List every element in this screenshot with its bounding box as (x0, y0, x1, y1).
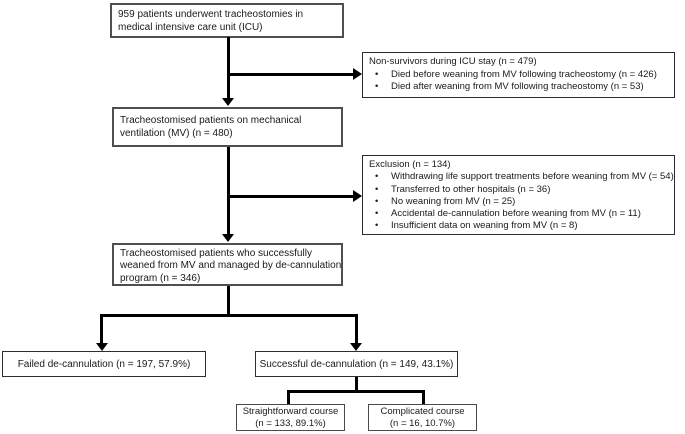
bullet-icon: • (375, 68, 379, 80)
arrowhead-down-icon (222, 98, 234, 106)
connector-to-successful (355, 314, 358, 344)
bullet-icon: • (375, 195, 379, 207)
arrowhead-down-icon (222, 234, 234, 242)
box-complicated-course (368, 404, 477, 431)
bullet-text: Withdrawing life support treatments before weaning from MV (= 54) (391, 171, 674, 183)
box-text-line: medical intensive care unit (ICU) (118, 21, 263, 33)
box-straightforward-course (236, 404, 345, 431)
box-text-line: ventilation (MV) (n = 480) (120, 127, 233, 139)
box-text-line: Complicated course (380, 406, 465, 417)
bullet-text: No weaning from MV (n = 25) (391, 195, 516, 207)
box-text-line: Tracheostomised patients who successfully (120, 248, 312, 259)
connector-top-to-mv (227, 37, 230, 98)
box-weaned-decannulation-program (112, 243, 343, 286)
arrowhead-down-icon (96, 343, 108, 351)
arrowhead-right-icon (353, 68, 362, 80)
connector-split-bar (100, 314, 358, 317)
connector-to-complicated (422, 390, 425, 404)
connector-to-failed (100, 314, 103, 344)
bullet-icon: • (375, 81, 379, 93)
bullet-icon: • (375, 220, 379, 232)
connector-to-non-survivors (227, 73, 353, 76)
box-non-survivors (362, 52, 675, 98)
box-text-line: Straightforward course (242, 406, 339, 417)
box-title: Exclusion (n = 134) (369, 159, 451, 170)
bullet-row (363, 196, 670, 208)
arrowhead-right-icon (353, 190, 362, 202)
box-tracheostomy-patients (110, 3, 344, 38)
connector-to-exclusion (227, 195, 353, 198)
bullet-row (363, 220, 670, 232)
bullet-row (363, 184, 670, 196)
box-text-line: Successful de-cannulation (n = 149, 43.1%) (259, 358, 454, 370)
box-text-line: 959 patients underwent tracheostomies in (118, 9, 304, 20)
box-text-line: Tracheostomised patients on mechanical (120, 115, 302, 126)
connector-course-split-bar (287, 390, 425, 393)
connector-weaned-stem (227, 286, 230, 317)
box-text-line: (n = 133, 89.1%) (255, 417, 326, 429)
bullet-row (363, 171, 674, 183)
bullet-text: Accidental de-cannulation before weaning from MV (n = 11) (391, 208, 641, 220)
box-failed-decannulation (2, 351, 206, 377)
box-title: Non-survivors during ICU stay (n = 479) (369, 56, 537, 67)
bullet-text: Transferred to other hospitals (n = 36) (391, 183, 551, 195)
bullet-icon: • (375, 171, 379, 183)
bullet-text: Insufficient data on weaning from MV (n = 8) (391, 220, 578, 232)
bullet-icon: • (375, 183, 379, 195)
bullet-icon: • (375, 208, 379, 220)
box-text-line: weaned from MV and managed by de-cannulation (120, 260, 342, 272)
box-on-mechanical-ventilation (112, 107, 343, 147)
box-text-line: (n = 16, 10.7%) (389, 417, 456, 429)
box-successful-decannulation (255, 351, 458, 377)
box-exclusion (362, 155, 675, 235)
bullet-row (363, 208, 670, 220)
bullet-text: Died before weaning from MV following tracheostomy (n = 426) (391, 68, 657, 80)
bullet-row (363, 69, 670, 82)
bullet-row (363, 81, 670, 94)
bullet-text: Died after weaning from MV following tracheostomy (n = 53) (391, 81, 644, 93)
box-text-line: Failed de-cannulation (n = 197, 57.9%) (17, 358, 191, 370)
box-text-line: program (n = 346) (120, 272, 201, 284)
connector-mv-to-weaned (227, 147, 230, 234)
arrowhead-down-icon (350, 343, 362, 351)
connector-to-straightforward (287, 390, 290, 404)
